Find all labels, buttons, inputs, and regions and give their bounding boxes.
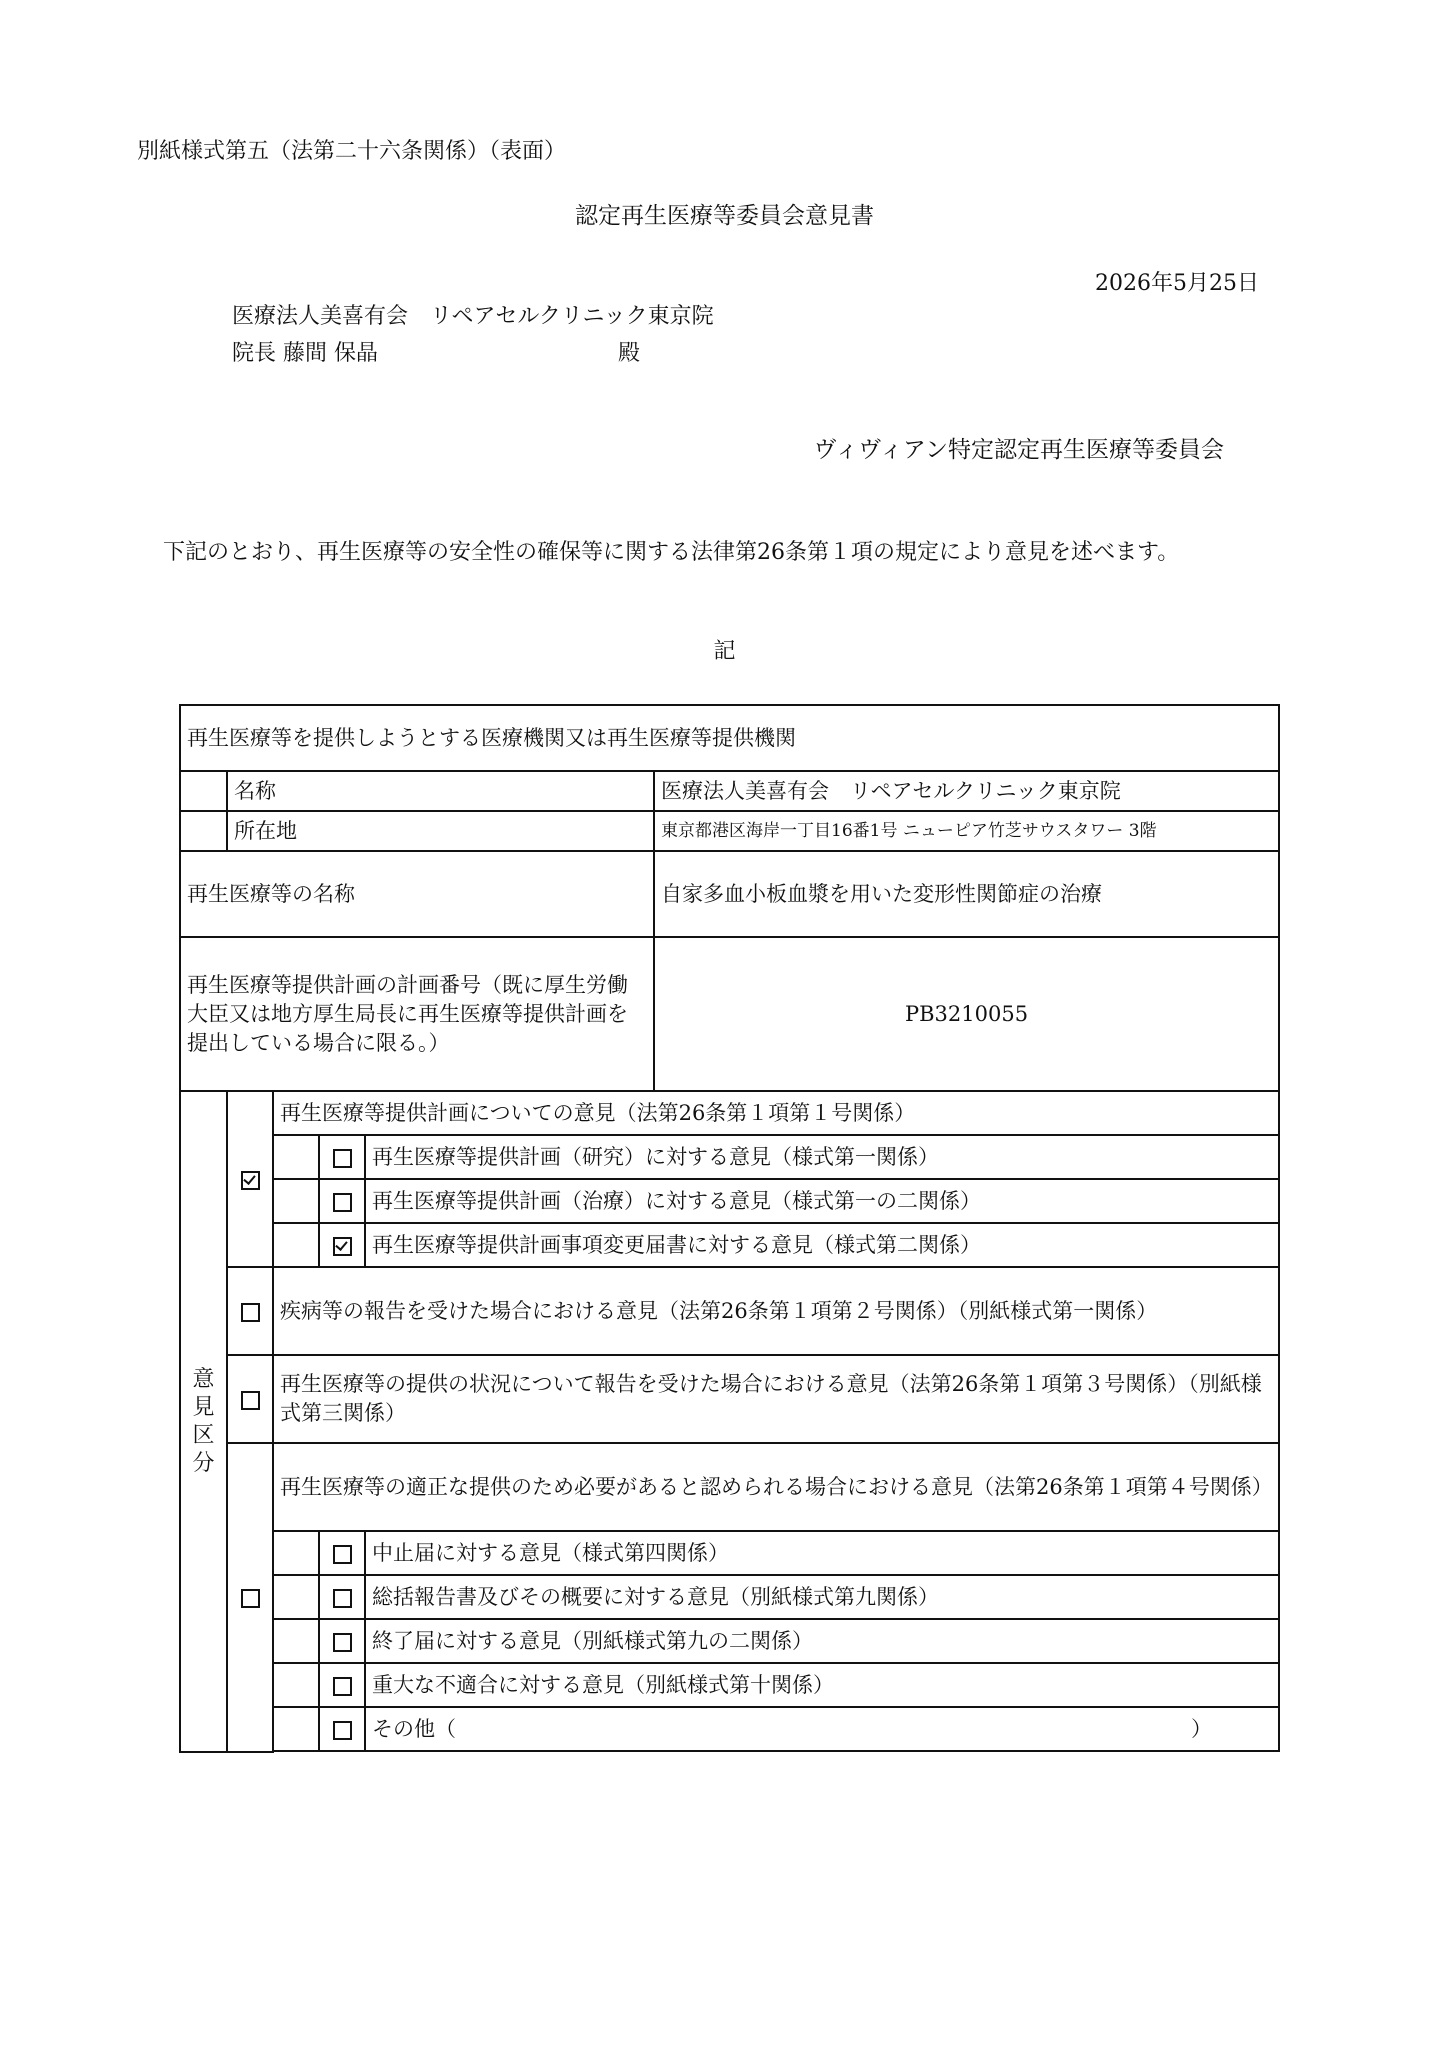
plan-number-value: PB3210055 [654,937,1279,1091]
checkbox-unchecked-icon[interactable] [333,1545,352,1564]
indent-cell [273,1707,319,1751]
indent-cell [180,771,227,811]
indent-cell [273,1135,319,1179]
plan-sub-research-label: 再生医療等提供計画（研究）に対する意見（様式第一関係） [365,1135,1279,1179]
checkbox-unchecked-icon[interactable] [333,1721,352,1740]
sub-checkbox-cell[interactable] [319,1619,365,1663]
sub-checkbox-cell[interactable] [319,1179,365,1223]
proper-provision-label: 再生医療等の適正な提供のため必要があると認められる場合における意見（法第26条第１項第４号関係） [273,1443,1279,1531]
checkbox-unchecked-icon[interactable] [333,1677,352,1696]
plan-opinion-checkbox-cell[interactable] [227,1091,273,1267]
indent-cell [273,1575,319,1619]
sub-checkbox-cell[interactable] [319,1707,365,1751]
name-value: 医療法人美喜有会 リペアセルクリニック東京院 [654,771,1279,811]
proper-provision-checkbox-cell[interactable] [227,1443,273,1752]
checkbox-checked-icon[interactable] [333,1237,352,1256]
addressee-person: 院長 藤間 保晶 [232,341,378,366]
opinion-category-label: 意見区分 [192,1366,215,1476]
document-date: 2026年5月25日 [1095,271,1259,296]
document-title: 認定再生医療等委員会意見書 [575,203,874,229]
opinion-category-cell [180,1091,227,1752]
address-value: 東京都港区海岸一丁目16番1号 ニューピア竹芝サウスタワー 3階 [654,811,1279,851]
institution-heading: 再生医療等を提供しようとする医療機関又は再生医療等提供機関 [180,705,1279,771]
checkbox-unchecked-icon[interactable] [333,1193,352,1212]
body-paragraph: 下記のとおり、再生医療等の安全性の確保等に関する法律第26条第１項の規定により意見を述べます。 [163,540,1180,565]
checkbox-unchecked-icon[interactable] [241,1589,260,1608]
sub-checkbox-cell[interactable] [319,1135,365,1179]
sub-other-cell[interactable] [365,1707,1279,1751]
sub-other-close: ） [1191,1716,1213,1741]
sub-checkbox-cell[interactable] [319,1575,365,1619]
address-label: 所在地 [227,811,654,851]
indent-cell [273,1663,319,1707]
spacer [273,1751,1279,1752]
sub-termination-label: 終了届に対する意見（別紙様式第九の二関係） [365,1619,1279,1663]
sub-suspension-label: 中止届に対する意見（様式第四関係） [365,1531,1279,1575]
checkbox-unchecked-icon[interactable] [241,1391,260,1410]
sub-checkbox-cell[interactable] [319,1223,365,1267]
indent-cell [273,1531,319,1575]
checkbox-unchecked-icon[interactable] [241,1303,260,1322]
disease-report-label: 疾病等の報告を受けた場合における意見（法第26条第１項第２号関係）（別紙様式第一関係） [273,1267,1279,1355]
plan-number-label: 再生医療等提供計画の計画番号（既に厚生労働大臣又は地方厚生局長に再生医療等提供計画を提出している場合に限る。） [180,937,654,1091]
plan-sub-treatment-label: 再生医療等提供計画（治療）に対する意見（様式第一の二関係） [365,1179,1279,1223]
treatment-label: 再生医療等の名称 [180,851,654,937]
name-label: 名称 [227,771,654,811]
ki-heading: 記 [713,639,736,664]
indent-cell [273,1619,319,1663]
sub-summary-report-label: 総括報告書及びその概要に対する意見（別紙様式第九関係） [365,1575,1279,1619]
sub-nonconformity-label: 重大な不適合に対する意見（別紙様式第十関係） [365,1663,1279,1707]
status-report-checkbox-cell[interactable] [227,1355,273,1443]
addressee-honorific: 殿 [618,341,641,366]
sub-checkbox-cell[interactable] [319,1531,365,1575]
indent-cell [273,1223,319,1267]
sender-committee: ヴィヴィアン特定認定再生医療等委員会 [813,437,1224,463]
form-label: 別紙様式第五（法第二十六条関係）（表面） [137,139,567,164]
opinion-form-table [179,704,1279,1753]
disease-report-checkbox-cell[interactable] [227,1267,273,1355]
treatment-value: 自家多血小板血漿を用いた変形性関節症の治療 [654,851,1279,937]
checkbox-unchecked-icon[interactable] [333,1589,352,1608]
indent-cell [273,1179,319,1223]
sub-other-label: その他（ [372,1716,456,1741]
plan-opinion-label: 再生医療等提供計画についての意見（法第26条第１項第１号関係） [273,1091,1279,1135]
status-report-label: 再生医療等の提供の状況について報告を受けた場合における意見（法第26条第１項第３号関係）（別紙様式第三関係） [273,1355,1279,1443]
checkbox-checked-icon[interactable] [241,1171,260,1190]
plan-sub-change-label: 再生医療等提供計画事項変更届書に対する意見（様式第二関係） [365,1223,1279,1267]
sub-checkbox-cell[interactable] [319,1663,365,1707]
checkbox-unchecked-icon[interactable] [333,1633,352,1652]
checkbox-unchecked-icon[interactable] [333,1149,352,1168]
indent-cell [180,811,227,851]
addressee-institution: 医療法人美喜有会 リペアセルクリニック東京院 [232,304,714,329]
